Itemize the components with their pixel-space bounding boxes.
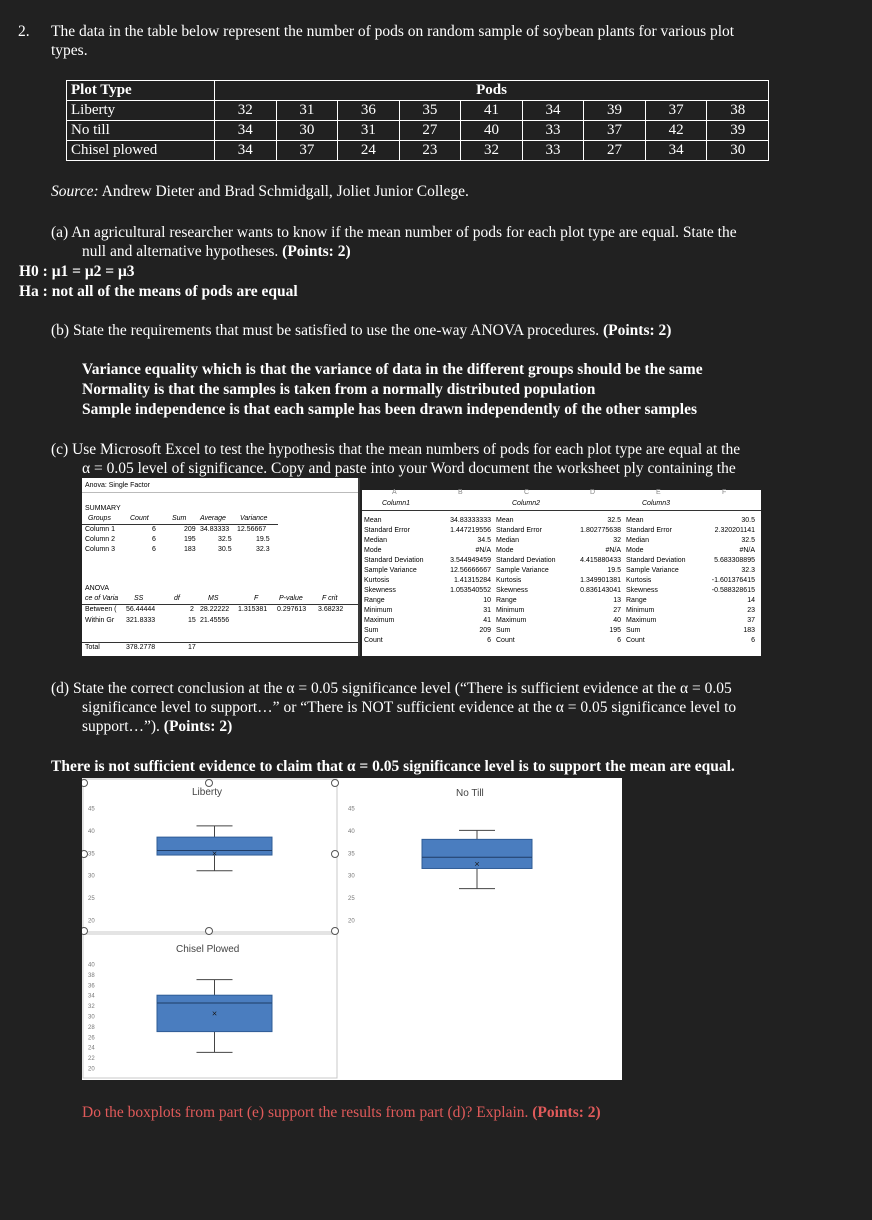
row-label: Chisel plowed <box>67 141 215 161</box>
desc-label: Standard Error <box>496 527 542 534</box>
resize-handle[interactable] <box>332 851 339 858</box>
part-e-text: Do the boxplots from part (e) support the results from part (d)? Explain. <box>82 1104 533 1121</box>
resize-handle[interactable] <box>206 780 213 787</box>
desc-label: Skewness <box>364 587 396 594</box>
desc-value: 12.56666667 <box>450 567 491 574</box>
desc-label: Standard Deviation <box>364 557 424 564</box>
desc-value: 1.349901381 <box>580 577 621 584</box>
col-letter: B <box>458 489 463 496</box>
desc-label: Standard Deviation <box>626 557 686 564</box>
desc-label: Sum <box>626 627 641 634</box>
table-cell: 33 <box>522 141 584 161</box>
anova-cell: 3.68232 <box>318 606 344 613</box>
resize-handle[interactable] <box>82 928 88 935</box>
desc-label: Range <box>496 597 517 604</box>
part-d-line1: (d) State the correct conclusion at the α = 0.05 significance level (“There is sufficient evidence at the α = 0.05 <box>51 680 732 697</box>
table-cell: 39 <box>584 101 646 121</box>
desc-label: Count <box>364 637 383 644</box>
part-b-line1 <box>51 321 671 340</box>
anova-cell: Between ( <box>85 606 117 613</box>
chisel-tick-label: 30 <box>88 1014 95 1021</box>
h0-hypothesis: H0 : μ1 = μ2 = μ3 <box>19 263 135 280</box>
desc-value: 5.683308895 <box>714 557 755 564</box>
table-cell: 42 <box>645 121 707 141</box>
desc-value: 23 <box>747 607 755 614</box>
col-letter: A <box>392 489 397 496</box>
notill-tick-label: 30 <box>348 873 355 880</box>
part-b-answer-2: Normality is that the samples is taken from a normally distributed population <box>82 381 596 398</box>
liberty-tick-label: 40 <box>88 828 95 835</box>
desc-label: Range <box>626 597 647 604</box>
anova-cell: 0.297613 <box>277 606 307 613</box>
anova-output <box>82 478 360 656</box>
chisel-tick-label: 26 <box>88 1035 95 1042</box>
desc-value: 183 <box>743 627 755 634</box>
notill-tick-label: 25 <box>348 896 355 903</box>
liberty-mean-marker: × <box>211 848 218 859</box>
summary-cell: 30.5 <box>218 546 232 553</box>
part-d-line2: significance level to support…” or “There is NOT sufficient evidence at the α = 0.05 significance level to <box>82 699 737 716</box>
desc-label: Kurtosis <box>496 577 522 584</box>
row-label: Liberty <box>67 101 215 121</box>
desc-value: 209 <box>479 627 491 634</box>
anova-header: F crit <box>322 595 338 602</box>
summary-header-count: Count <box>130 515 149 522</box>
table-cell: 34 <box>645 141 707 161</box>
chisel-tick-label: 32 <box>88 1004 95 1011</box>
table-cell: 33 <box>522 121 584 141</box>
desc-value: 1.053540552 <box>450 587 491 594</box>
desc-label: Kurtosis <box>626 577 652 584</box>
table-cell: 37 <box>584 121 646 141</box>
desc-label: Mean <box>364 517 382 524</box>
desc-label: Maximum <box>626 617 657 624</box>
table-cell: 27 <box>584 141 646 161</box>
desc-label: Mean <box>496 517 514 524</box>
chisel-tick-label: 28 <box>88 1024 95 1031</box>
part-e-points: (Points: 2) <box>532 1104 601 1121</box>
table-cell: 31 <box>276 101 338 121</box>
notill-chart-title: No Till <box>456 788 484 799</box>
desc-value: 1.802775638 <box>580 527 621 534</box>
desc-value: 14 <box>747 597 755 604</box>
part-b-points: (Points: 2) <box>602 322 672 339</box>
table-cell: 32 <box>215 101 277 121</box>
col-letter: F <box>722 489 727 496</box>
chisel-tick-label: 40 <box>88 962 95 969</box>
anova-header: df <box>174 595 180 602</box>
desc-label: Maximum <box>364 617 395 624</box>
anova-header: ce of Varia <box>85 595 119 602</box>
notill-tick-label: 35 <box>348 851 355 858</box>
desc-col-header: Column2 <box>512 500 541 507</box>
summary-cell: 195 <box>184 536 196 543</box>
anova-cell: 321.8333 <box>126 617 156 624</box>
desc-label: Sample Variance <box>626 567 679 574</box>
question-text-line2: types. <box>51 42 88 59</box>
desc-label: Sample Variance <box>496 567 549 574</box>
table-row <box>67 141 769 161</box>
resize-handle[interactable] <box>206 928 213 935</box>
col-letter: D <box>590 489 596 496</box>
desc-value: 1.447219556 <box>450 527 491 534</box>
desc-value: 6 <box>617 637 621 644</box>
part-b-answer-3: Sample independence is that each sample has been drawn independently of the other samples <box>82 401 698 418</box>
table-cell: 32 <box>461 141 523 161</box>
anova-header: P-value <box>279 595 303 602</box>
part-c-line1: (c) Use Microsoft Excel to test the hypothesis that the mean numbers of pods for each plot type are equal at the <box>51 441 741 458</box>
anova-cell: 56.44444 <box>126 606 156 613</box>
ha-hypothesis: Ha : not all of the means of pods are equal <box>19 283 298 300</box>
table-cell: 34 <box>215 141 277 161</box>
anova-cell: 28.22222 <box>200 606 230 613</box>
summary-cell: Column 2 <box>85 536 115 543</box>
anova-header: F <box>254 595 259 602</box>
liberty-tick-label: 45 <box>88 806 95 813</box>
liberty-tick-label: 30 <box>88 873 95 880</box>
part-a-text: null and alternative hypotheses. <box>82 243 283 260</box>
resize-handle[interactable] <box>332 928 339 935</box>
notill-mean-marker: × <box>474 859 480 869</box>
row-label: No till <box>67 121 215 141</box>
part-d-line3 <box>82 717 232 736</box>
desc-label: Maximum <box>496 617 527 624</box>
desc-label: Standard Deviation <box>496 557 556 564</box>
notill-tick-label: 20 <box>348 918 355 925</box>
table-cell: 37 <box>645 101 707 121</box>
desc-label: Standard Error <box>364 527 410 534</box>
desc-value: 34.5 <box>477 537 491 544</box>
liberty-tick-label: 25 <box>88 896 95 903</box>
table-cell: 30 <box>276 121 338 141</box>
anova-label: ANOVA <box>85 585 109 592</box>
desc-label: Minimum <box>364 607 393 614</box>
anova-title: Anova: Single Factor <box>85 482 150 489</box>
liberty-tick-label: 20 <box>88 918 95 925</box>
desc-label: Range <box>364 597 385 604</box>
desc-label: Minimum <box>626 607 655 614</box>
desc-label: Median <box>364 537 387 544</box>
anova-header: SS <box>134 595 144 602</box>
desc-col-header: Column1 <box>382 500 411 507</box>
table-cell: 31 <box>338 121 400 141</box>
desc-label: Sample Variance <box>364 567 417 574</box>
source-text: Andrew Dieter and Brad Schmidgall, Joliet Junior College. <box>98 183 469 200</box>
desc-value: 41 <box>483 617 491 624</box>
desc-value: 4.415880433 <box>580 557 621 564</box>
liberty-chart-title: Liberty <box>192 787 223 798</box>
desc-value: 3.544949459 <box>450 557 491 564</box>
desc-value: 32 <box>613 537 621 544</box>
part-d-points: (Points: 2) <box>163 718 233 735</box>
desc-value: 2.320201141 <box>714 527 755 534</box>
summary-header-average: Average <box>200 515 226 522</box>
question-text-line1: The data in the table below represent the number of pods on random sample of soybean plants for various plot <box>51 23 735 40</box>
table-row <box>67 101 769 121</box>
chisel-mean-marker: × <box>211 1008 218 1019</box>
table-cell: 40 <box>461 121 523 141</box>
summary-cell: 34.83333 <box>200 526 230 533</box>
desc-label: Mode <box>626 547 644 554</box>
part-b-text: (b) State the requirements that must be satisfied to use the one-way ANOVA procedures. <box>51 322 603 339</box>
table-cell: 27 <box>399 121 461 141</box>
part-c-line2: α = 0.05 level of significance. Copy and paste into your Word document the worksheet ply containing the <box>82 460 736 477</box>
desc-value: 32.3 <box>741 567 755 574</box>
chisel-tick-label: 24 <box>88 1045 95 1052</box>
table-cell: 23 <box>399 141 461 161</box>
part-a-line1: (a) An agricultural researcher wants to know if the mean number of pods for each plot type are equal. State the <box>51 224 737 241</box>
boxplots-svg <box>82 778 622 1080</box>
summary-label: SUMMARY <box>85 505 121 512</box>
desc-value: 30.5 <box>741 517 755 524</box>
part-a-line2 <box>82 242 351 261</box>
part-b-answer-1: Variance equality which is that the variance of data in the different groups should be the same <box>82 361 703 378</box>
desc-label: Sum <box>496 627 511 634</box>
table-cell: 35 <box>399 101 461 121</box>
summary-cell: Column 1 <box>85 526 115 533</box>
chisel-tick-label: 38 <box>88 972 95 979</box>
summary-header-groups: Groups <box>88 515 111 522</box>
pods-table <box>66 80 769 161</box>
chisel-tick-label: 34 <box>88 993 95 1000</box>
summary-cell: 6 <box>152 546 156 553</box>
summary-header-sum: Sum <box>172 515 187 522</box>
resize-handle[interactable] <box>82 851 88 858</box>
summary-cell: 6 <box>152 526 156 533</box>
desc-label: Median <box>626 537 649 544</box>
summary-cell: 12.56667 <box>237 526 267 533</box>
desc-label: Skewness <box>496 587 528 594</box>
table-cell: 37 <box>276 141 338 161</box>
desc-value: #N/A <box>605 547 621 554</box>
desc-value: 27 <box>613 607 621 614</box>
desc-value: 195 <box>609 627 621 634</box>
question-number: 2. <box>18 23 30 40</box>
part-e-line <box>82 1103 601 1122</box>
chisel-tick-label: 22 <box>88 1056 95 1063</box>
desc-value: 6 <box>751 637 755 644</box>
desc-value: 31 <box>483 607 491 614</box>
plot-type-header: Plot Type <box>67 81 215 101</box>
table-cell: 34 <box>522 101 584 121</box>
resize-handle[interactable] <box>332 780 339 787</box>
summary-cell: 19.5 <box>256 536 270 543</box>
desc-label: Mode <box>496 547 514 554</box>
col-letter: E <box>656 489 661 496</box>
desc-value: 19.5 <box>607 567 621 574</box>
anova-cell: 15 <box>188 617 196 624</box>
pods-header: Pods <box>215 81 769 101</box>
anova-total-cell: 378.2778 <box>126 644 156 651</box>
desc-label: Median <box>496 537 519 544</box>
part-a-points: (Points: 2) <box>282 243 351 260</box>
resize-handle[interactable] <box>82 780 88 787</box>
notill-tick-label: 45 <box>348 806 355 813</box>
col-letter: C <box>524 489 530 496</box>
desc-label: Kurtosis <box>364 577 390 584</box>
desc-value: 10 <box>483 597 491 604</box>
desc-value: 37 <box>747 617 755 624</box>
part-d-text: support…”). <box>82 718 164 735</box>
summary-header-variance: Variance <box>240 515 268 522</box>
desc-label: Mode <box>364 547 382 554</box>
desc-value: #N/A <box>475 547 491 554</box>
part-d-answer: There is not sufficient evidence to claim that α = 0.05 significance level is to support the mean are equal. <box>51 758 735 775</box>
anova-cell: Within Gr <box>85 617 115 624</box>
table-cell: 24 <box>338 141 400 161</box>
summary-cell: 209 <box>184 526 196 533</box>
desc-value: 34.83333333 <box>450 517 491 524</box>
summary-cell: Column 3 <box>85 546 115 553</box>
chisel-tick-label: 36 <box>88 983 95 990</box>
anova-total-cell: Total <box>85 644 100 651</box>
desc-value: -0.588328615 <box>711 587 755 594</box>
desc-label: Sum <box>364 627 379 634</box>
desc-value: 32.5 <box>741 537 755 544</box>
desc-value: 40 <box>613 617 621 624</box>
anova-cell: 1.315381 <box>238 606 268 613</box>
desc-value: 13 <box>613 597 621 604</box>
desc-label: Minimum <box>496 607 525 614</box>
anova-cell: 21.45556 <box>200 617 230 624</box>
table-cell: 34 <box>215 121 277 141</box>
summary-cell: 32.3 <box>256 546 270 553</box>
desc-label: Count <box>626 637 645 644</box>
desc-label: Skewness <box>626 587 658 594</box>
table-cell: 41 <box>461 101 523 121</box>
desc-label: Count <box>496 637 515 644</box>
table-cell: 38 <box>707 101 769 121</box>
anova-total-cell: 17 <box>188 644 196 651</box>
desc-label: Mean <box>626 517 644 524</box>
boxplots-panel <box>82 778 622 1080</box>
desc-value: -1.601376415 <box>711 577 755 584</box>
anova-cell: 2 <box>190 606 194 613</box>
summary-cell: 6 <box>152 536 156 543</box>
chisel-chart-title: Chisel Plowed <box>176 944 240 955</box>
desc-value: 32.5 <box>607 517 621 524</box>
table-cell: 39 <box>707 121 769 141</box>
desc-value: 1.41315284 <box>454 577 491 584</box>
source-label: Source: <box>51 183 99 200</box>
desc-value: 0.836143041 <box>580 587 621 594</box>
notill-tick-label: 40 <box>348 828 355 835</box>
summary-cell: 183 <box>184 546 196 553</box>
anova-header: MS <box>208 595 219 602</box>
table-cell: 30 <box>707 141 769 161</box>
descriptive-stats-output <box>362 490 761 656</box>
summary-cell: 32.5 <box>218 536 232 543</box>
desc-label: Standard Error <box>626 527 672 534</box>
source-line <box>51 182 469 201</box>
chisel-tick-label: 20 <box>88 1066 95 1073</box>
desc-value: 6 <box>487 637 491 644</box>
liberty-tick-label: 35 <box>88 851 95 858</box>
table-row <box>67 121 769 141</box>
desc-value: #N/A <box>739 547 755 554</box>
desc-col-header: Column3 <box>642 500 671 507</box>
table-cell: 36 <box>338 101 400 121</box>
